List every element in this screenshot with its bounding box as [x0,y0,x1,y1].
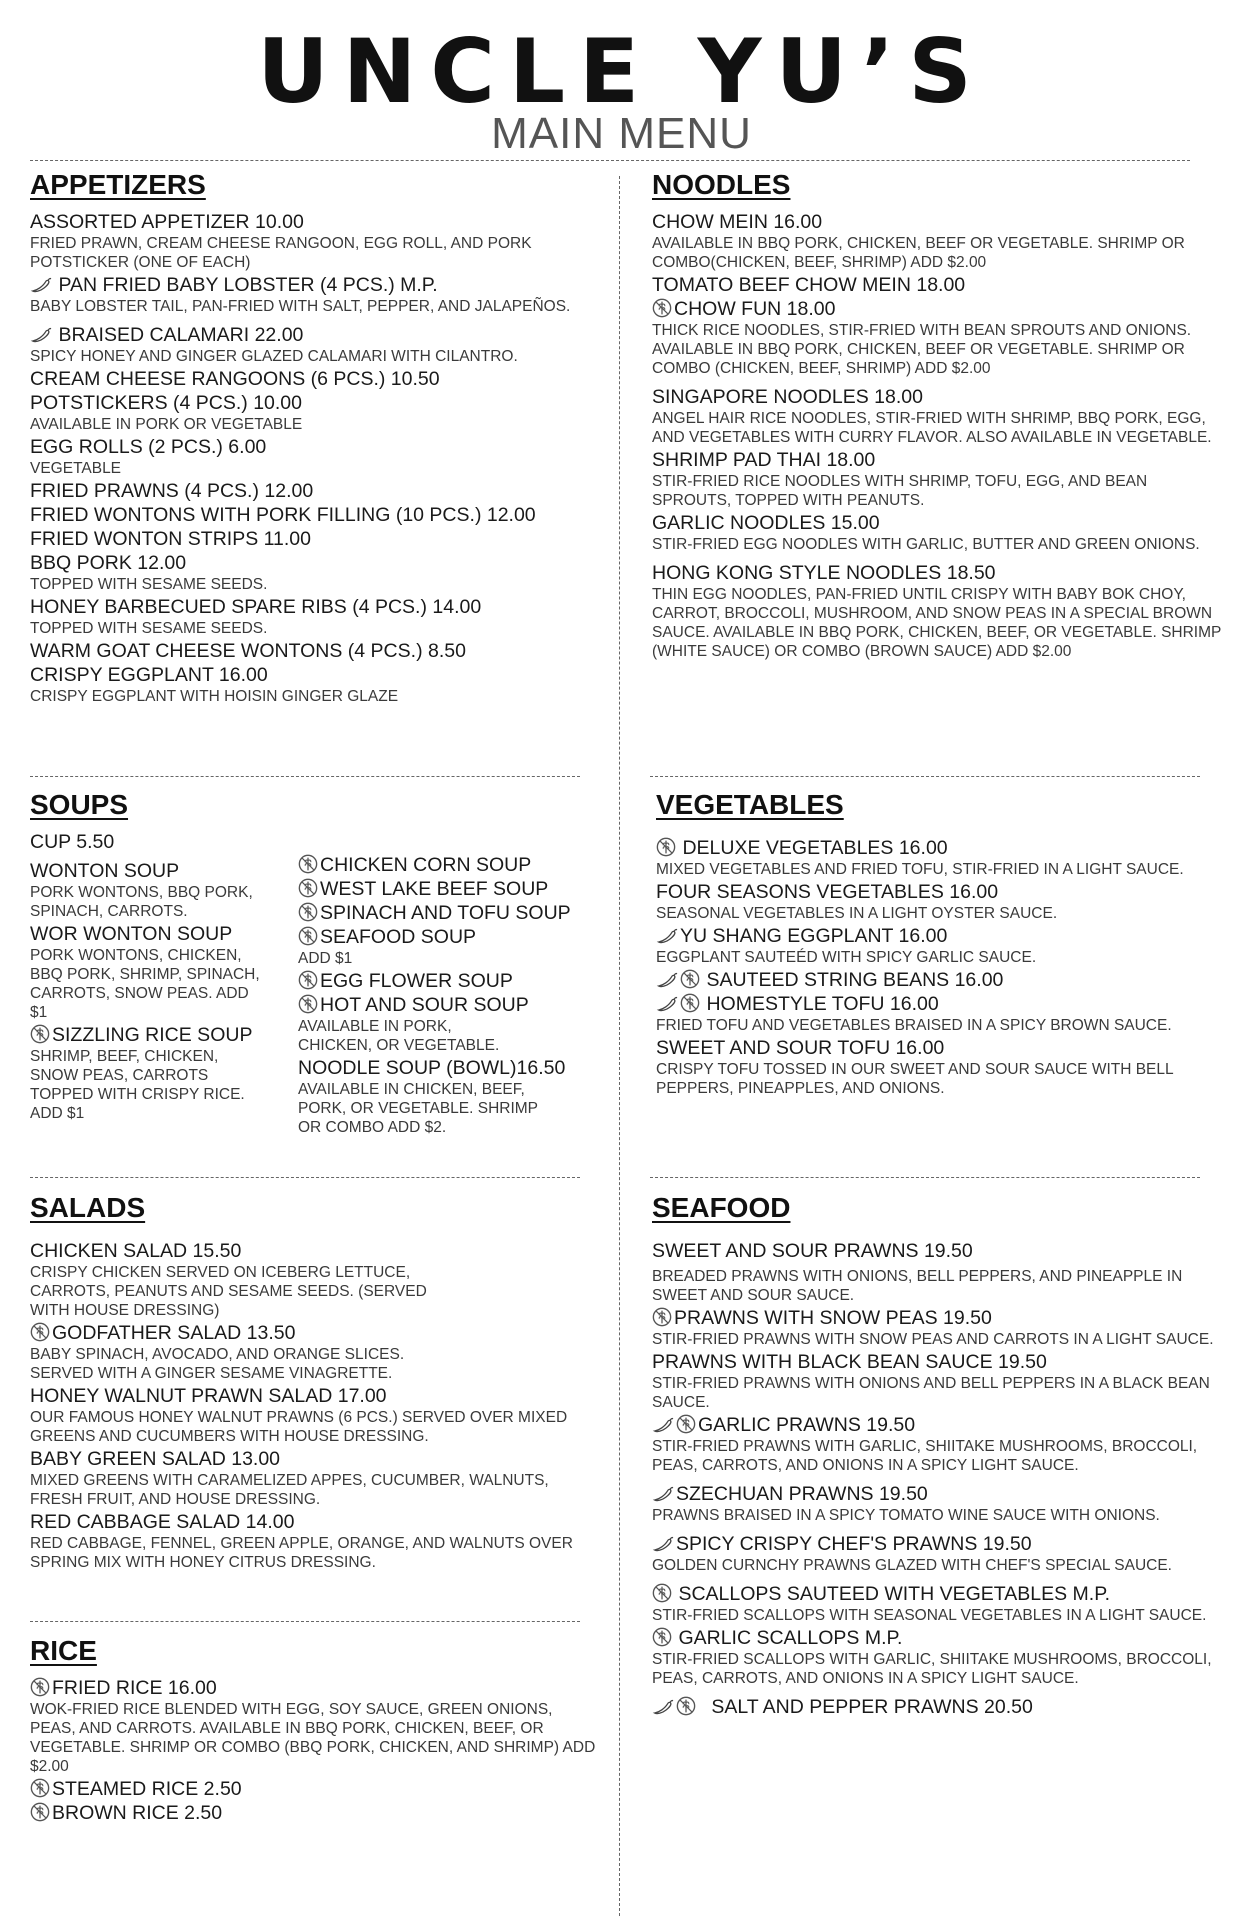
wheat-circle-icon [30,1322,50,1342]
menu-item [30,436,600,478]
menu-item [652,562,1222,661]
menu-item [30,480,600,503]
wheat-circle-icon [30,1778,50,1798]
item-name: PRAWNS WITH SNOW PEAS 19.50 [674,1306,992,1329]
item-name: DELUXE VEGETABLES 16.00 [682,836,948,859]
menu-item [30,1240,600,1320]
menu-item [298,926,598,968]
item-name: GODFATHER SALAD 13.50 [52,1321,296,1344]
menu-item [30,1024,298,1123]
menu-item [30,1385,600,1446]
menu-item [30,528,600,551]
item-desc: CRISPY EGGPLANT WITH HOISIN GINGER GLAZE [30,687,399,705]
rice-title: RICE [30,1635,97,1666]
item-name: HOT AND SOUR SOUP [320,993,529,1016]
item-name: SPICY CRISPY CHEF'S PRAWNS 19.50 [676,1532,1032,1555]
item-name: RED CABBAGE SALAD 14.00 [30,1510,295,1533]
item-name: SWEET AND SOUR TOFU 16.00 [656,1036,945,1059]
item-name: ASSORTED APPETIZER 10.00 [30,210,304,233]
menu-item [652,1696,1222,1719]
menu-item [30,640,600,663]
item-name: YU SHANG EGGPLANT 16.00 [680,924,948,947]
item-name: BABY GREEN SALAD 13.00 [30,1447,281,1470]
menu-item [30,504,600,527]
seafood-section [652,1193,1222,1720]
item-desc: MIXED VEGETABLES AND FRIED TOFU, STIR-FRIED IN A LIGHT SAUCE. [656,860,1184,878]
item-desc: THICK RICE NOODLES, STIR-FRIED WITH BEAN SPROUTS AND ONIONS. AVAILABLE IN BBQ PORK, CHICKEN, BEEF OR VEGETABLE. SHRIMP OR COMBO (CHICKEN, BEEF, SHRIMP) ADD $2.00 [652,321,1192,377]
menu-item [298,1057,598,1137]
item-desc: CRISPY TOFU TOSSED IN OUR SWEET AND SOUR SAUCE WITH BELL PEPPERS, PINEAPPLES, AND ONIONS. [656,1060,1174,1097]
menu-item [652,1583,1222,1625]
item-name: CRISPY EGGPLANT 16.00 [30,663,268,686]
item-name: SEAFOOD SOUP [320,925,477,948]
item-name: CREAM CHEESE RANGOONS (6 PCS.) 10.50 [30,367,440,390]
item-desc: STIR-FRIED PRAWNS WITH ONIONS AND BELL PEPPERS IN A BLACK BEAN SAUCE. [652,1374,1210,1411]
menu-item [656,837,1222,879]
menu-item [298,854,598,877]
chili-pepper-icon [656,972,678,989]
item-name: EGG ROLLS (2 PCS.) 6.00 [30,435,267,458]
item-desc: STIR-FRIED SCALLOPS WITH GARLIC, SHIITAKE MUSHROOMS, BROCCOLI, PEAS, CARROTS, AND ONIONS IN A SPICY LIGHT SAUCE. [652,1650,1212,1687]
wheat-circle-icon [652,1583,672,1603]
menu-item [652,1351,1222,1412]
item-name: EGG FLOWER SOUP [320,969,513,992]
soups-title: SOUPS [30,789,129,820]
menu-item [652,1414,1222,1475]
item-name: WONTON SOUP [30,859,180,882]
menu-item [30,1322,600,1383]
menu-item [652,274,1222,297]
item-name: WARM GOAT CHEESE WONTONS (4 PCS.) 8.50 [30,639,466,662]
item-desc: STIR-FRIED PRAWNS WITH SNOW PEAS AND CARROTS IN A LIGHT SAUCE. [652,1330,1214,1348]
item-desc: STIR-FRIED SCALLOPS WITH SEASONAL VEGETABLES IN A LIGHT SAUCE. [652,1606,1207,1624]
item-desc: AVAILABLE IN PORK, CHICKEN, OR VEGETABLE. [298,1017,500,1054]
menu-item [652,512,1222,554]
menu-item [652,298,1222,378]
item-name: SCALLOPS SAUTEED WITH VEGETABLES M.P. [678,1582,1111,1605]
divider-right-2 [650,1177,1200,1178]
menu-item [30,664,600,706]
menu-item [652,449,1222,510]
item-desc: THIN EGG NOODLES, PAN-FRIED UNTIL CRISPY WITH BABY BOK CHOY, CARROT, BROCCOLI, MUSHROOM, AND SNOW PEAS IN A SPECIAL BROWN SAUCE. AVAILABLE IN BBQ PORK, CHICKEN, BEEF, OR VEGETABLE. SHRIMP (WHITE SAUCE) OR COMBO (BROWN SAUCE) ADD $2.00 [652,585,1222,660]
chili-pepper-icon [652,1417,674,1434]
chili-pepper-icon [656,928,678,945]
chili-pepper-icon [652,1536,674,1553]
menu-item [652,1240,1222,1305]
item-desc: FRIED TOFU AND VEGETABLES BRAISED IN A SPICY BROWN SAUCE. [656,1016,1172,1034]
menu-item [30,1448,600,1509]
menu-item [30,324,600,366]
menu-item [298,902,598,925]
soups-section [30,790,600,1139]
item-name: GARLIC NOODLES 15.00 [652,511,880,534]
item-name: PRAWNS WITH BLACK BEAN SAUCE 19.50 [652,1350,1047,1373]
item-name: CHOW FUN 18.00 [674,297,836,320]
item-desc: EGGPLANT SAUTEÉD WITH SPICY GARLIC SAUCE. [656,948,1037,966]
menu-item [30,1778,600,1801]
wheat-circle-icon [30,1802,50,1822]
chili-pepper-icon [30,277,52,294]
item-name: SWEET AND SOUR PRAWNS 19.50 [652,1239,973,1262]
item-desc: WOK-FRIED RICE BLENDED WITH EGG, SOY SAUCE, GREEN ONIONS, PEAS, AND CARROTS. AVAILABLE IN BBQ PORK, CHICKEN, BEEF, OR VEGETABLE. SHRIMP OR COMBO (BBQ PORK, CHICKEN, AND SHRIMP) ADD $2.00 [30,1700,596,1775]
wheat-circle-icon [30,1024,50,1044]
item-name: BROWN RICE 2.50 [52,1801,223,1824]
item-name: SZECHUAN PRAWNS 19.50 [676,1482,928,1505]
item-desc: ADD $1 [298,949,353,967]
chili-pepper-icon [652,1699,674,1716]
menu-item [30,552,600,594]
item-name: HONEY WALNUT PRAWN SALAD 17.00 [30,1384,387,1407]
item-desc: STIR-FRIED RICE NOODLES WITH SHRIMP, TOFU, EGG, AND BEAN SPROUTS, TOPPED WITH PEANUTS. [652,472,1148,509]
item-name: FOUR SEASONS VEGETABLES 16.00 [656,880,999,903]
menu-item [30,368,600,391]
menu-item [656,925,1222,967]
menu-item [30,392,600,434]
item-name: FRIED WONTON STRIPS 11.00 [30,527,311,550]
vegetables-title: VEGETABLES [656,789,844,820]
item-name: PAN FRIED BABY LOBSTER (4 PCS.) M.P. [58,273,438,296]
item-desc: SPICY HONEY AND GINGER GLAZED CALAMARI WITH CILANTRO. [30,347,518,365]
wheat-circle-icon [652,1307,672,1327]
item-name: STEAMED RICE 2.50 [52,1777,242,1800]
item-desc: MIXED GREENS WITH CARAMELIZED APPES, CUCUMBER, WALNUTS, FRESH FRUIT, AND HOUSE DRESSING. [30,1471,549,1508]
menu-item [298,878,598,901]
item-desc: SEASONAL VEGETABLES IN A LIGHT OYSTER SAUCE. [656,904,1058,922]
item-name: GARLIC PRAWNS 19.50 [698,1413,916,1436]
item-name: SAUTEED STRING BEANS 16.00 [706,968,1004,991]
header-divider [30,160,1190,161]
item-desc: TOPPED WITH SESAME SEEDS. [30,575,268,593]
item-desc: PRAWNS BRAISED IN A SPICY TOMATO WINE SAUCE WITH ONIONS. [652,1506,1160,1524]
chili-pepper-icon [652,1486,674,1503]
wheat-circle-icon [298,926,318,946]
noodles-title: NOODLES [652,169,791,200]
item-desc: BABY SPINACH, AVOCADO, AND ORANGE SLICES. SERVED WITH A GINGER SESAME VINAGRETTE. [30,1345,405,1382]
salads-title: SALADS [30,1192,146,1223]
item-desc: VEGETABLE [30,459,122,477]
menu-item [652,1307,1222,1349]
item-desc: ANGEL HAIR RICE NOODLES, STIR-FRIED WITH SHRIMP, BBQ PORK, EGG, AND VEGETABLES WITH CURRY FLAVOR. ALSO AVAILABLE IN VEGETABLE. [652,409,1212,446]
item-name: POTSTICKERS (4 PCS.) 10.00 [30,391,303,414]
divider-right-1 [650,776,1200,777]
menu-item [652,1533,1222,1575]
item-name: CHICKEN CORN SOUP [320,853,532,876]
item-name: GARLIC SCALLOPS M.P. [678,1626,903,1649]
soup-cup-price: CUP 5.50 [30,830,115,853]
appetizers-title: APPETIZERS [30,169,206,200]
menu-item [30,860,298,921]
item-desc: PORK WONTONS, CHICKEN, BBQ PORK, SHRIMP, SPINACH, CARROTS, SNOW PEAS. ADD $1 [30,946,260,1021]
divider-left-1 [30,776,580,777]
item-name: FRIED RICE 16.00 [52,1676,217,1699]
item-desc: TOPPED WITH SESAME SEEDS. [30,619,268,637]
item-name: CHOW MEIN 16.00 [652,210,823,233]
wheat-circle-icon [676,1414,696,1434]
menu-item [656,881,1222,923]
menu-item [652,1627,1222,1688]
noodles-section [652,170,1222,663]
item-name: HONEY BARBECUED SPARE RIBS (4 PCS.) 14.00 [30,595,482,618]
item-desc: GOLDEN CURNCHY PRAWNS GLAZED WITH CHEF'S SPECIAL SAUCE. [652,1556,1172,1574]
menu-item [652,1483,1222,1525]
item-desc: AVAILABLE IN BBQ PORK, CHICKEN, BEEF OR VEGETABLE. SHRIMP OR COMBO(CHICKEN, BEEF, SHRIMP) ADD $2.00 [652,234,1185,271]
item-desc: STIR-FRIED PRAWNS WITH GARLIC, SHIITAKE MUSHROOMS, BROCCOLI, PEAS, CARROTS, AND ONIONS IN A SPICY LIGHT SAUCE. [652,1437,1198,1474]
wheat-circle-icon [656,837,676,857]
item-name: SALT AND PEPPER PRAWNS 20.50 [711,1695,1033,1718]
wheat-circle-icon [680,993,700,1013]
wheat-circle-icon [298,970,318,990]
menu-item [298,970,598,993]
item-desc: RED CABBAGE, FENNEL, GREEN APPLE, ORANGE, AND WALNUTS OVER SPRING MIX WITH HONEY CITRUS DRESSING. [30,1534,573,1571]
item-name: WEST LAKE BEEF SOUP [320,877,549,900]
salads-section [30,1193,600,1574]
wheat-circle-icon [680,969,700,989]
item-desc: AVAILABLE IN PORK OR VEGETABLE [30,415,303,433]
item-name: SIZZLING RICE SOUP [52,1023,253,1046]
item-name: HOMESTYLE TOFU 16.00 [706,992,939,1015]
menu-item [656,993,1222,1035]
item-name: FRIED PRAWNS (4 PCS.) 12.00 [30,479,314,502]
wheat-circle-icon [652,298,672,318]
wheat-circle-icon [298,902,318,922]
divider-left-3 [30,1621,580,1622]
wheat-circle-icon [298,994,318,1014]
menu-item [30,274,600,316]
item-desc: STIR-FRIED EGG NOODLES WITH GARLIC, BUTTER AND GREEN ONIONS. [652,535,1200,553]
item-name: HONG KONG STYLE NOODLES 18.50 [652,561,996,584]
item-name: NOODLE SOUP (BOWL)16.50 [298,1056,566,1079]
menu-item [30,1677,600,1776]
menu-item [30,1511,600,1572]
item-name: TOMATO BEEF CHOW MEIN 18.00 [652,273,966,296]
appetizers-section [30,170,600,708]
item-name: BRAISED CALAMARI 22.00 [58,323,304,346]
menu-item [30,923,298,1022]
wheat-circle-icon [30,1677,50,1697]
item-name: CHICKEN SALAD 15.50 [30,1239,242,1262]
chili-pepper-icon [30,327,52,344]
item-desc: PORK WONTONS, BBQ PORK, SPINACH, CARROTS. [30,883,253,920]
chili-pepper-icon [656,996,678,1013]
wheat-circle-icon [676,1696,696,1716]
wheat-circle-icon [298,854,318,874]
item-name: SINGAPORE NOODLES 18.00 [652,385,923,408]
item-desc: AVAILABLE IN CHICKEN, BEEF, PORK, OR VEGETABLE. SHRIMP OR COMBO ADD $2. [298,1080,538,1136]
item-desc: BREADED PRAWNS WITH ONIONS, BELL PEPPERS, AND PINEAPPLE IN SWEET AND SOUR SAUCE. [652,1267,1183,1304]
menu-item [298,994,598,1055]
wheat-circle-icon [652,1627,672,1647]
item-name: SHRIMP PAD THAI 18.00 [652,448,876,471]
vegetables-section [656,790,1222,1100]
item-desc: OUR FAMOUS HONEY WALNUT PRAWNS (6 PCS.) SERVED OVER MIXED GREENS AND CUCUMBERS WITH HOUSE DRESSING. [30,1408,568,1445]
menu-item [652,211,1222,272]
item-desc: FRIED PRAWN, CREAM CHEESE RANGOON, EGG ROLL, AND PORK POTSTICKER (ONE OF EACH) [30,234,532,271]
divider-left-2 [30,1177,580,1178]
item-desc: CRISPY CHICKEN SERVED ON ICEBERG LETTUCE, CARROTS, PEANUTS AND SESAME SEEDS. (SERVED WITH HOUSE DRESSING) [30,1263,427,1319]
item-name: FRIED WONTONS WITH PORK FILLING (10 PCS.) 12.00 [30,503,536,526]
menu-item [656,969,1222,992]
menu-item [652,386,1222,447]
column-divider [619,176,620,1916]
menu-item [30,211,600,272]
item-desc: BABY LOBSTER TAIL, PAN-FRIED WITH SALT, PEPPER, AND JALAPEÑOS. [30,297,571,315]
menu-item [30,596,600,638]
menu-item [30,1802,600,1825]
item-desc: SHRIMP, BEEF, CHICKEN, SNOW PEAS, CARROTS TOPPED WITH CRISPY RICE. ADD $1 [30,1047,245,1122]
item-name: BBQ PORK 12.00 [30,551,187,574]
page-subtitle: MAIN MENU [491,109,752,158]
rice-section [30,1636,600,1826]
menu-item [656,1037,1222,1098]
item-name: SPINACH AND TOFU SOUP [320,901,571,924]
page-title: UNCLE YU’S [257,20,986,123]
item-name: WOR WONTON SOUP [30,922,233,945]
seafood-title: SEAFOOD [652,1192,791,1223]
wheat-circle-icon [298,878,318,898]
